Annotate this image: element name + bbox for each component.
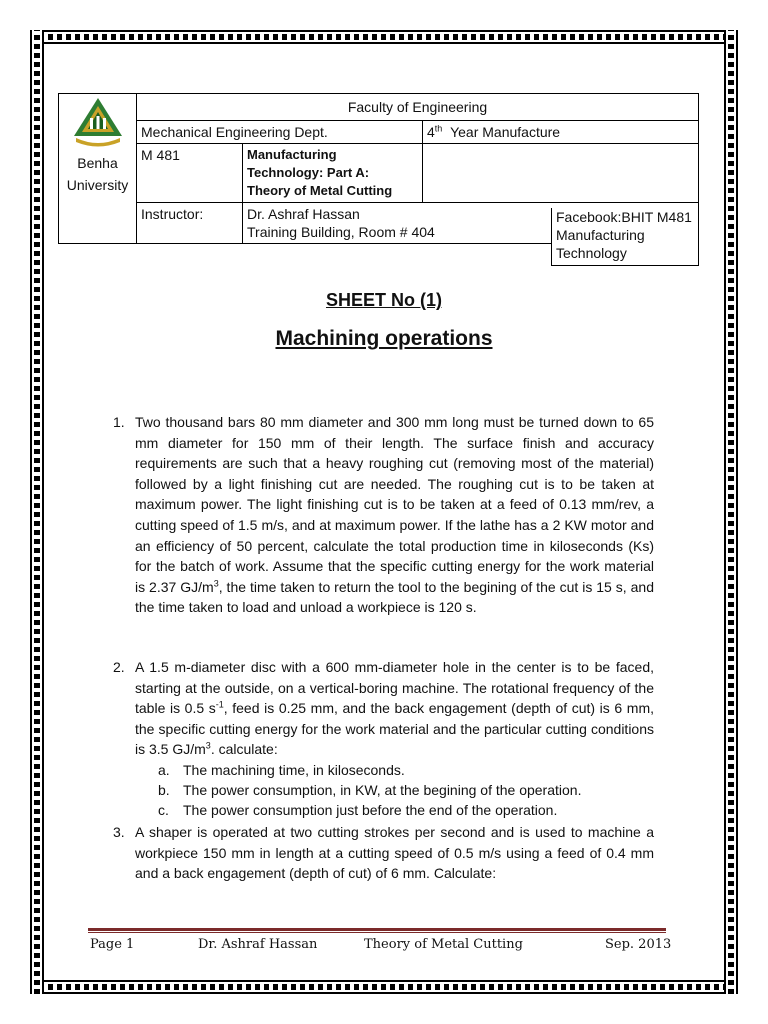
question-1 [135, 412, 654, 618]
course-title [243, 144, 423, 203]
main-title: Machining operations [275, 327, 493, 350]
facebook-line-3: Technology [556, 245, 627, 261]
question-2-text-a: A 1.5 m-diameter disc with a 600 mm-diameter hole in the center is to be faced, starting at the outside, on a vertical-boring machine. The rotational frequency of the table is 0.5 s [135, 659, 654, 717]
course-title-3: Theory of Metal Cutting [247, 183, 393, 198]
footer-course: Theory of Metal Cutting [364, 937, 523, 952]
question-3: A shaper is operated at two cutting strokes per second and is used to machine a workpiece 150 mm in length at a cutting speed of 0.5 m/s using a feed of 0.4 mm and a back engagement (depth of cut) of 6 mm. Calculate: [135, 824, 654, 882]
question-2-text-c: . calculate: [210, 741, 278, 758]
question-2-sup-1: -1 [215, 699, 224, 710]
question-3-number: 3. [113, 824, 125, 840]
page-border-top [30, 30, 738, 44]
facebook-line-2: Manufacturing [556, 227, 645, 243]
course-code: M 481 [137, 144, 243, 203]
subitem-label: c. [158, 802, 169, 818]
footer-rule-thin [88, 932, 666, 933]
year-label: Year Manufacture [450, 124, 561, 140]
question-1-sup: 3 [213, 578, 219, 589]
department: Mechanical Engineering Dept. [137, 121, 423, 144]
university-cell [59, 94, 137, 244]
page-border-left [30, 30, 44, 994]
footer-author: Dr. Ashraf Hassan [198, 937, 318, 952]
instructor-label: Instructor: [137, 203, 243, 244]
university-name-1: Benha [77, 155, 118, 171]
question-2-sup-2: 3 [205, 740, 211, 751]
course-title-1: Manufacturing [247, 147, 337, 162]
subitem-text: The power consumption, in KW, at the begining of the operation. [183, 782, 582, 798]
footer-rule [88, 928, 666, 931]
university-logo-icon [70, 96, 126, 148]
facebook-line-1: Facebook:BHIT M481 [556, 209, 692, 225]
footer-date: Sep. 2013 [605, 937, 672, 952]
page-border-right [724, 30, 738, 994]
year-suffix: th [434, 123, 443, 134]
instructor-office: Training Building, Room # 404 [247, 224, 435, 240]
instructor-name: Dr. Ashraf Hassan [247, 206, 360, 222]
question-2-text-b: , feed is 0.25 mm, and the back engagement (depth of cut) is 6 mm, the specific cutting energy for the work material and the particular cutting conditions is 3.5 GJ/m [135, 700, 654, 758]
sheet-title: SHEET No (1) [325, 290, 442, 310]
question-2 [135, 657, 654, 760]
year [423, 121, 699, 144]
question-1-number: 1. [113, 414, 125, 430]
university-name-2: University [66, 177, 129, 193]
question-1-text-b: , the time taken to return the tool to the begining of the cut is 15 s, and the time taken to load and unload a workpiece is 120 s. [135, 578, 654, 616]
subitem-label: a. [158, 762, 170, 778]
facebook-cell [551, 208, 699, 266]
year-number: 4 [427, 124, 435, 140]
faculty-title: Faculty of Engineering [137, 94, 699, 121]
subitem-text: The power consumption just before the end of the operation. [183, 802, 558, 818]
question-1-text-a: Two thousand bars 80 mm diameter and 300 mm long must be turned down to 65 mm diameter for 150 mm of their length. The surface finish and accuracy requirements are such that a heavy roughing cut (removing most of the material) followed by a light finishing cut are needed. The roughing cut is to be taken at maximum power. The light finishing cut is to be taken at a feed of 0.13 mm/rev, a cutting speed of 1.5 m/s, and at maximum power. If the lathe has a 2 KW motor and an efficiency of 50 percent, calculate the total production time in kiloseconds (Ks) for the batch of work. Assume that the specific cutting energy for the work material is 2.37 GJ/m [135, 414, 654, 595]
empty-cell [423, 144, 699, 203]
footer-page: Page 1 [90, 937, 135, 952]
course-title-2: Technology: Part A: [247, 165, 370, 180]
subitem-text: The machining time, in kiloseconds. [183, 762, 405, 778]
subitem-label: b. [158, 782, 170, 798]
question-2-number: 2. [113, 659, 125, 675]
page-border-bottom [30, 980, 738, 994]
